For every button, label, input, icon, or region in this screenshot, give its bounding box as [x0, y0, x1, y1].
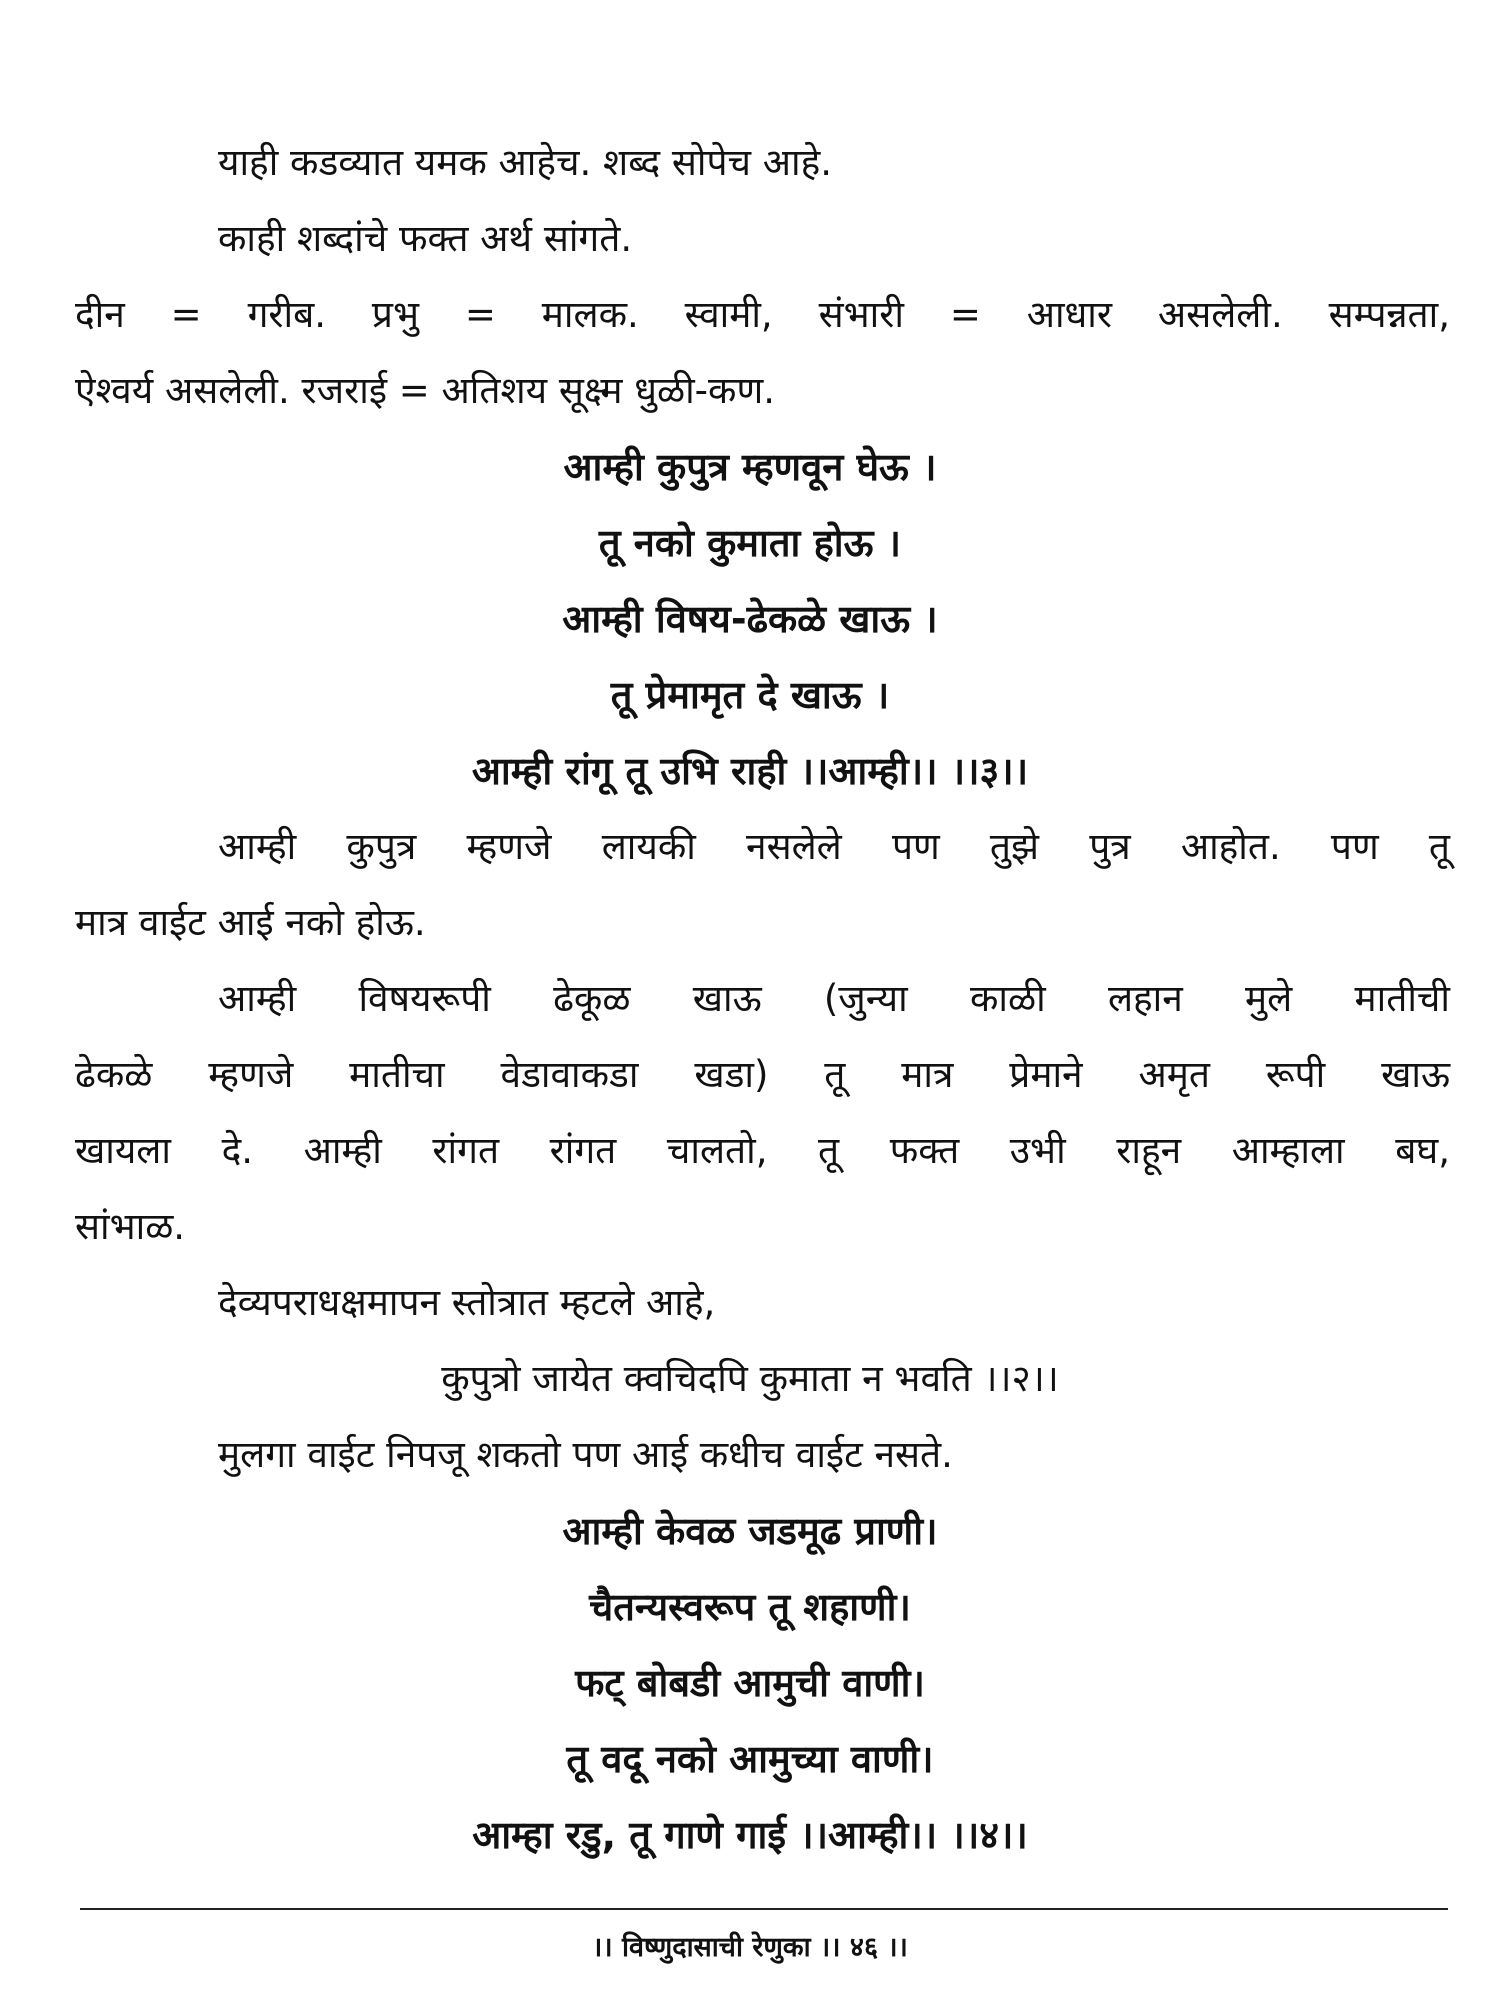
verse-4-line-1: आम्ही केवळ जडमूढ प्राणी।	[562, 1509, 938, 1553]
verse-4-line-4: तू वदू नको आमुच्या वाणी।	[566, 1737, 934, 1781]
verse-3-line-4: तू प्रेमामृत दे खाऊ ।	[610, 673, 890, 717]
glossary-line-2: ऐश्वर्य असलेली. रजराई = अतिशय सूक्ष्म धुळी-कण.	[75, 369, 775, 412]
explanation-1-line-1: आम्ही कुपुत्र म्हणजे लायकी नसलेले पण तुझे पुत्र आहोत. पण तू	[218, 825, 1450, 868]
explanation-2-line-2: ढेकळे म्हणजे मातीचा वेडावाकडा खडा) तू मात्र प्रेमाने अमृत रूपी खाऊ	[75, 1053, 1450, 1096]
verse-4-line-2: चैतन्यस्वरूप तू शहाणी।	[589, 1585, 911, 1629]
explanation-2-line-3: खायला दे. आम्ही रांगत रांगत चालतो, तू फक्त उभी राहून आम्हाला बघ,	[75, 1129, 1450, 1172]
intro-line-2: काही शब्दांचे फक्त अर्थ सांगते.	[218, 217, 633, 260]
stotra-intro: देव्यपराधक्षमापन स्तोत्रात म्हटले आहे,	[218, 1281, 716, 1324]
footer-divider	[80, 1908, 1448, 1910]
verse-4-line-5: आम्हा रडु, तू गाणे गाई ।।आम्ही।। ।।४।।	[472, 1813, 1028, 1857]
explanation-2-line-4: सांभाळ.	[75, 1205, 186, 1248]
page-footer: ।। विष्णुदासाची रेणुका ।। ४६ ।।	[592, 1932, 908, 1963]
verse-3-line-3: आम्ही विषय-ढेकळे खाऊ ।	[562, 597, 938, 641]
verse-3-line-1: आम्ही कुपुत्र म्हणवून घेऊ ।	[563, 445, 937, 489]
verse-4-line-3: फट् बोबडी आमुची वाणी।	[575, 1661, 925, 1705]
verse-3-line-2: तू नको कुमाता होऊ ।	[598, 521, 902, 565]
quote-meaning: मुलगा वाईट निपजू शकतो पण आई कधीच वाईट नसते.	[218, 1433, 953, 1476]
sanskrit-quote: कुपुत्रो जायेत क्वचिदपि कुमाता न भवति ।।२।।	[441, 1357, 1059, 1400]
explanation-1-line-2: मात्र वाईट आई नको होऊ.	[75, 901, 426, 944]
glossary-line-1: दीन = गरीब. प्रभु = मालक. स्वामी, संभारी = आधार असलेली. सम्पन्नता,	[75, 293, 1450, 336]
intro-line-1: याही कडव्यात यमक आहेच. शब्द सोपेच आहे.	[218, 141, 833, 184]
explanation-2-line-1: आम्ही विषयरूपी ढेकूळ खाऊ (जुन्या काळी लहान मुले मातीची	[218, 977, 1450, 1020]
verse-3-line-5: आम्ही रांगू तू उभि राही ।।आम्ही।। ।।३।।	[471, 749, 1029, 793]
